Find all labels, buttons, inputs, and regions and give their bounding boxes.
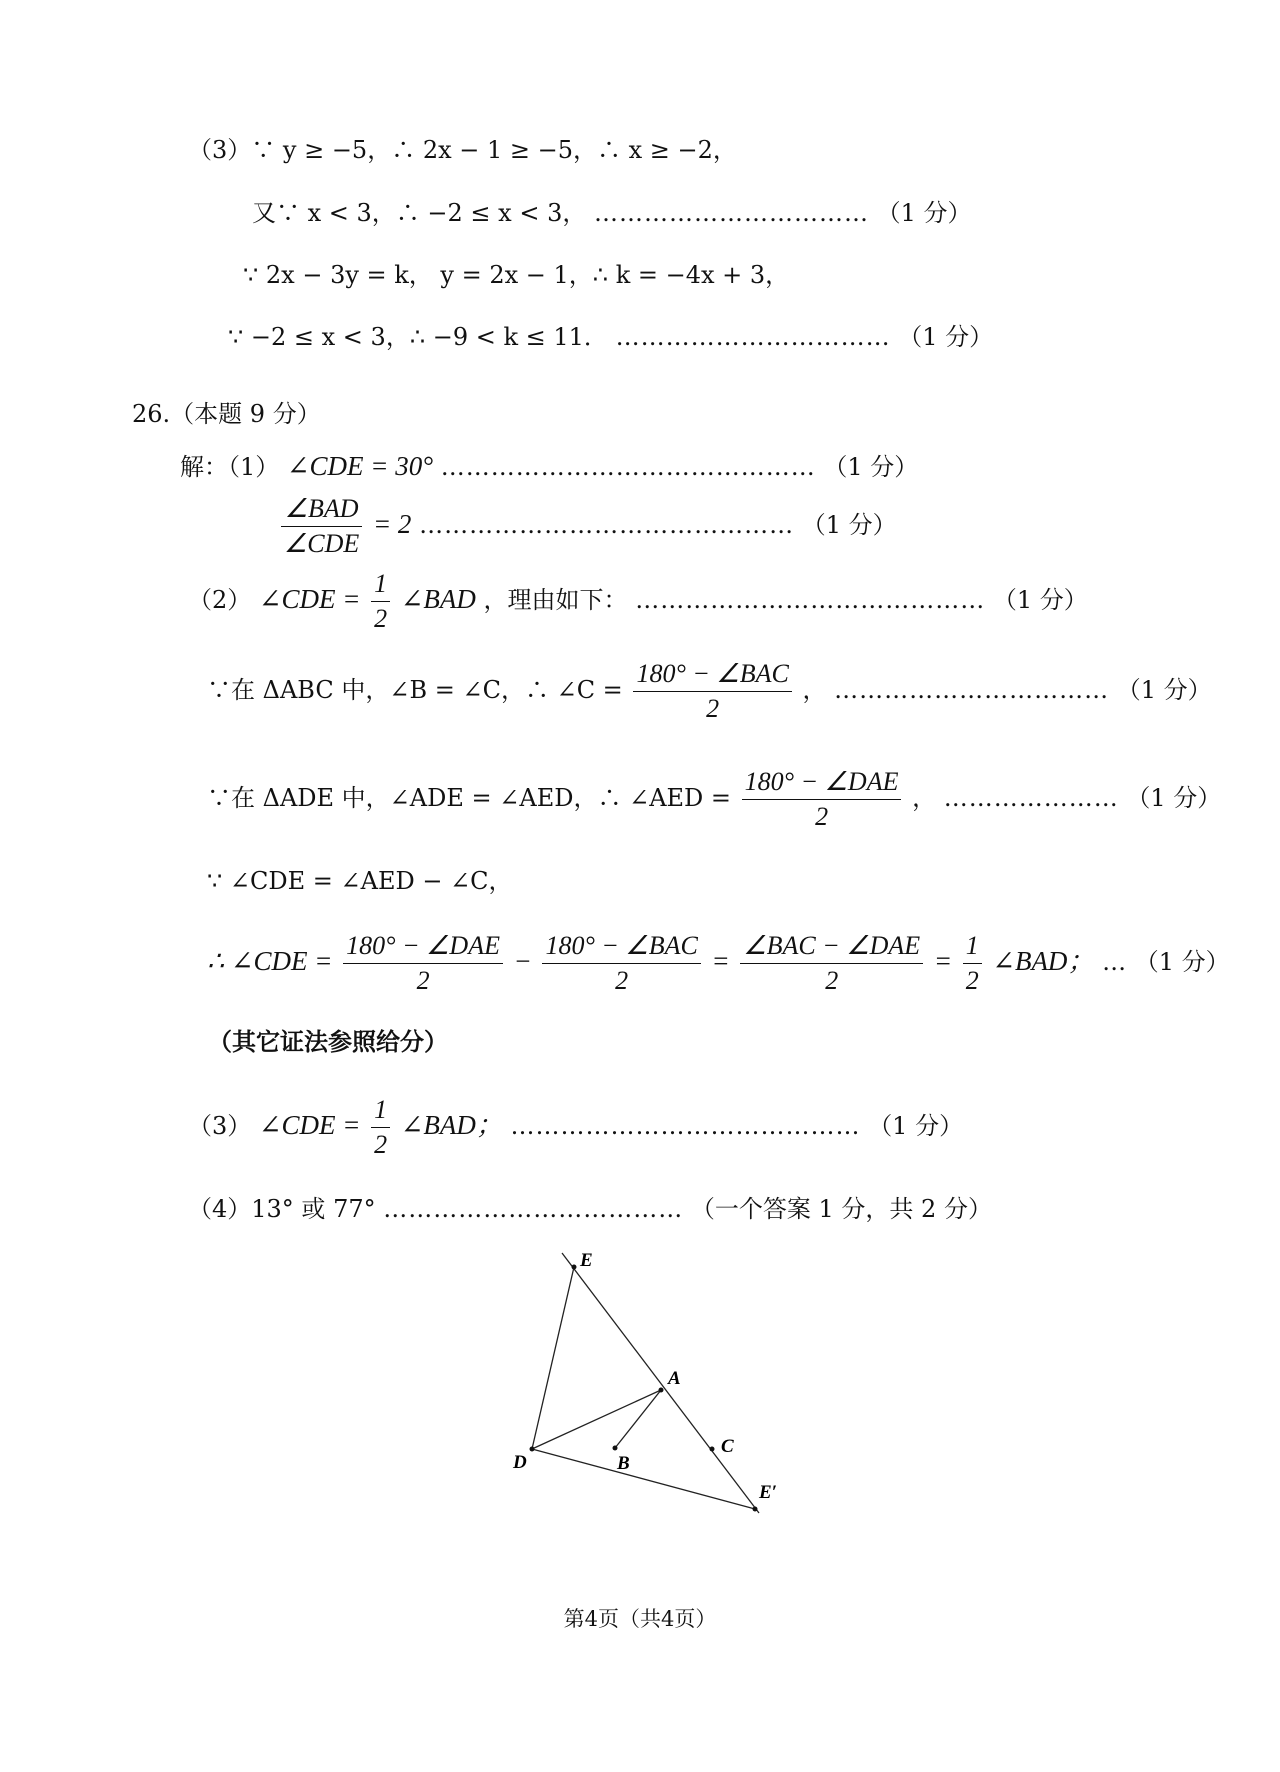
q26-s4-text: （4）13° 或 77°: [188, 1195, 376, 1223]
p3-l2-dots: ……………………………: [594, 199, 869, 227]
q26-r4-frac-2: [542, 929, 700, 998]
q26-r2-text: ∵在 ΔADE 中，∠ADE = ∠AED，∴ ∠AED =: [207, 784, 732, 812]
q26-s2-score: （1 分）: [992, 586, 1088, 614]
point-e-prime: [753, 1507, 758, 1512]
q26-reason-1: [207, 657, 1212, 726]
point-b: [613, 1446, 618, 1451]
q26-r2-score: （1 分）: [1126, 784, 1222, 812]
point-d: [530, 1447, 535, 1452]
q26-r1-den: 2: [633, 691, 791, 726]
point-c: [710, 1447, 715, 1452]
q26-s2-eq-right: ∠BAD: [400, 584, 476, 614]
q26-s1b-fraction: [281, 492, 362, 561]
q26-r4-frac-4: [963, 929, 982, 998]
page-number: 第4页（共4页）: [563, 1607, 717, 1631]
q26-s4-score: （一个答案 1 分，共 2 分）: [690, 1195, 992, 1223]
q26-r4-f3-den: 2: [740, 963, 923, 998]
q26-r4-dots: …: [1102, 948, 1128, 976]
q26-r1-tail: ，: [802, 676, 827, 704]
q26-s1b-rest: = 2: [372, 509, 412, 539]
q26-r1-score: （1 分）: [1116, 676, 1212, 704]
q26-header-text: 26.（本题 9 分）: [132, 400, 321, 428]
segment-e-eprime: [562, 1253, 759, 1513]
q26-r4-frac-3: [740, 929, 923, 998]
q26-s4-dots: ………………………………: [383, 1195, 684, 1223]
q26-s3-fraction: [371, 1093, 390, 1162]
label-e-prime: E′: [759, 1482, 778, 1503]
q26-s3-den: 2: [371, 1127, 390, 1162]
segment-a-b: [615, 1390, 661, 1448]
q26-s2-prefix: （2）: [188, 586, 252, 614]
q26-r4-score: （1 分）: [1134, 948, 1230, 976]
p3-l1-text: （3）∵ y ≥ −5，∴ 2x − 1 ≥ −5，∴ x ≥ −2，: [188, 136, 737, 164]
q26-r2-den: 2: [742, 799, 902, 834]
q26-r4-prefix: ∴ ∠CDE =: [207, 946, 333, 976]
q26-s2-text: ，理由如下：: [483, 586, 628, 614]
label-d: D: [513, 1452, 527, 1473]
q26-r1-num: 180° − ∠BAC: [636, 659, 789, 688]
q26-s2-num: 1: [374, 569, 388, 598]
q26-r1-dots: ……………………………: [834, 676, 1110, 704]
q26-s1b-num: ∠BAD: [284, 494, 359, 523]
label-b: B: [617, 1453, 630, 1474]
point-e: [572, 1265, 577, 1270]
q26-s1-score: （1 分）: [823, 453, 919, 481]
q26-step-3: [188, 1093, 963, 1162]
label-c: C: [721, 1436, 734, 1457]
p3-line-1: [188, 135, 737, 165]
p3-line-3: [243, 260, 789, 290]
q26-r2-fraction: [742, 765, 902, 834]
q26-s3-eq-right: ∠BAD；: [400, 1110, 503, 1140]
q26-r4-minus: −: [513, 946, 532, 976]
q26-header: [132, 399, 321, 429]
q26-step-1b: [278, 492, 897, 561]
q26-r4-f4-num: 1: [965, 931, 979, 960]
q26-s2-eq-left: ∠CDE =: [258, 584, 361, 614]
q26-r3-text: ∵ ∠CDE = ∠AED − ∠C，: [207, 867, 513, 895]
q26-r4-f2-den: 2: [542, 963, 700, 998]
q26-r1-fraction: [633, 657, 791, 726]
q26-r4-eq-2: =: [933, 946, 953, 976]
label-e: E: [580, 1250, 593, 1271]
q26-r4-frac-1: [343, 929, 503, 998]
q26-step-1: [180, 451, 918, 482]
p3-l2-score: （1 分）: [876, 199, 972, 227]
q26-step-4: [188, 1194, 992, 1224]
q26-s3-prefix: （3）: [188, 1112, 252, 1140]
q26-r4-f3-num: ∠BAC − ∠DAE: [743, 931, 921, 960]
q26-s1-eq: ∠CDE = 30°: [286, 451, 434, 481]
segment-d-e: [532, 1267, 574, 1449]
q26-s2-fraction: [371, 567, 390, 636]
q26-r4-tail: ∠BAD；: [992, 946, 1095, 976]
q26-reason-4: [207, 929, 1230, 998]
q26-reason-2: [207, 765, 1221, 834]
q26-s2-den: 2: [371, 601, 390, 636]
q26-s3-score: （1 分）: [868, 1112, 964, 1140]
q26-note: [208, 1027, 448, 1057]
q26-s3-eq-left: ∠CDE =: [258, 1110, 361, 1140]
q26-s1b-dots: ………………………………………: [419, 511, 795, 539]
q26-r4-f2-num: 180° − ∠BAC: [545, 931, 698, 960]
q26-r2-tail: ，: [912, 784, 937, 812]
label-a: A: [668, 1368, 681, 1389]
q26-s1b-den: ∠CDE: [281, 526, 362, 561]
q26-s3-num: 1: [374, 1095, 388, 1124]
q26-note-text: （其它证法参照给分）: [208, 1027, 448, 1056]
q26-s1-prefix: 解：（1）: [180, 453, 280, 481]
q26-step-2: [188, 567, 1088, 636]
p3-l4-score: （1 分）: [898, 323, 994, 351]
q26-s1-dots: ………………………………………: [440, 453, 816, 481]
q26-s3-dots: ……………………………………: [510, 1112, 861, 1140]
p3-l4-dots: ……………………………: [615, 323, 891, 351]
p3-line-2: [252, 198, 972, 228]
point-a: [659, 1388, 664, 1393]
p3-l3-text: ∵ 2x − 3y = k， y = 2x − 1，∴ k = −4x + 3，: [243, 261, 790, 289]
q26-r4-f1-den: 2: [343, 963, 503, 998]
q26-s1b-score: （1 分）: [801, 511, 897, 539]
q26-s2-dots: ……………………………………: [635, 586, 986, 614]
segment-d-a: [532, 1390, 661, 1449]
page-footer: [0, 1603, 1280, 1633]
q26-r4-f4-den: 2: [963, 963, 982, 998]
q26-r4-eq-1: =: [711, 946, 730, 976]
p3-line-4: [228, 322, 993, 352]
q26-r1-text: ∵在 ΔABC 中，∠B = ∠C，∴ ∠C =: [207, 676, 623, 704]
segment-d-eprime: [532, 1449, 755, 1509]
q26-reason-3: [207, 866, 513, 896]
q26-r2-num: 180° − ∠DAE: [744, 767, 899, 796]
p3-l2-text: 又∵ x < 3，∴ −2 ≤ x < 3，: [252, 199, 587, 227]
q26-r2-dots: …………………: [943, 784, 1119, 812]
q26-r4-f1-num: 180° − ∠DAE: [346, 931, 500, 960]
p3-l4-text: ∵ −2 ≤ x < 3，∴ −9 < k ≤ 11．: [228, 323, 608, 351]
